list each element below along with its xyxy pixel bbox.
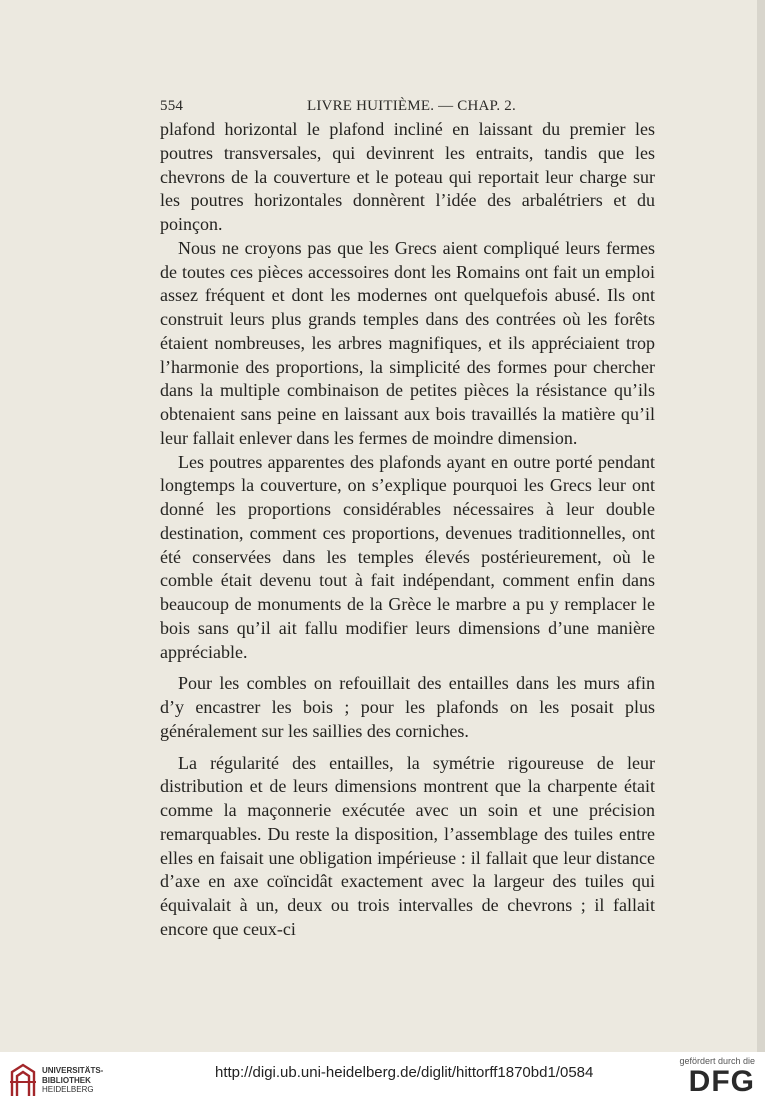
page-number: 554	[160, 98, 184, 114]
funding-label: gefördert durch die	[679, 1056, 755, 1066]
library-name	[42, 1066, 103, 1095]
funder-block[interactable]	[669, 1056, 755, 1098]
body-text	[160, 118, 655, 942]
library-logo[interactable]	[8, 1060, 118, 1102]
paragraph-5: La régularité des entailles, la symétrie rigoureuse de leur distribution et de leurs dimensions montrent que la charpente était comme la maçonnerie exécutée avec un soin et une précision remarquables. Du reste la disposition, l’assemblage des tuiles entre elles en faisait une obligation impérieuse : il fallait que leur distance d’axe en axe coïncidât exactement avec la largeur des tuiles qui équivalait à un, deux ou trois intervalles de chevrons ; il fallait encore que ceux-ci	[160, 752, 655, 939]
paragraph-2: Nous ne croyons pas que les Grecs aient compliqué leurs fermes de toutes ces pièces accessoires dont les Romains ont fait un emploi assez fréquent et dont les modernes ont quelquefois abusé. Ils ont construit leurs plus grands temples dans des contrées où les forêts étaient nombreuses, les arbres magnifiques, et ils appréciaient trop l’harmonie des proportions, la simplicité des formes pour chercher dans la multiple combinaison de petites pièces la résistance qu’ils obtenaient sans peine en laissant aux bois travaillés la matière qu’il leur fallait enlever dans les fermes de moindre dimension.	[160, 237, 655, 448]
page-edge	[757, 0, 765, 1052]
paragraph-4: Pour les combles on refouillait des entailles dans les murs afin d’y encastrer les bois ; pour les plafonds on les posait plus généralement sur les saillies des corniches.	[160, 673, 655, 741]
library-name-line-1: UNIVERSITÄTS-	[42, 1066, 104, 1075]
paragraph-1: plafond horizontal le plafond incliné en laissant du premier les poutres transversales, qui devinrent les entraits, tandis que les chevrons de la couverture et le poteau qui reportait leur charge sur les poutres horizontales donnèrent l’idée des arbalétriers et du poinçon.	[160, 119, 655, 234]
library-emblem-icon	[8, 1062, 38, 1098]
library-name-line-2: BIBLIOTHEK	[42, 1075, 91, 1085]
paragraph-3: Les poutres apparentes des plafonds ayant en outre porté pendant longtemps la couverture, on s’explique pourquoi les Grecs leur ont donné les proportions considérables nécessaires à leur double destination, comment ces proportions, devenues traditionnelles, ont été conservées dans les temples élevés postérieurement, où le comble était devenu tout à fait indépendant, comment enfin dans beaucoup de monuments de la Grèce le marbre a pu y remplacer le bois sans qu’il ait fallu modifier leurs dimensions d’une manière appréciable.	[160, 451, 655, 662]
running-head-title: LIVRE HUITIÈME. — CHAP. 2.	[307, 98, 516, 114]
permalink-url[interactable]: http://digi.ub.uni-heidelberg.de/diglit/hittorff1870bd1/0584	[215, 1064, 594, 1081]
running-head	[160, 98, 655, 118]
dfg-logo: DFG	[688, 1065, 755, 1098]
library-name-line-3: HEIDELBERG	[42, 1085, 94, 1094]
viewer-footer	[0, 1052, 765, 1109]
